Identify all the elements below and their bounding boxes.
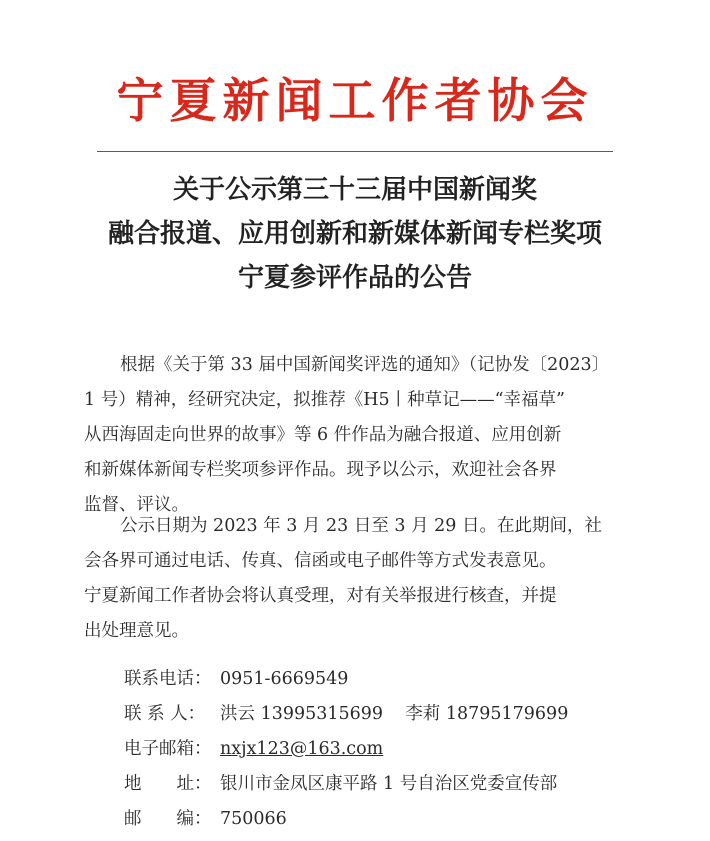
contact-address-label: 地 址：: [124, 774, 212, 794]
contact-email-label: 电子邮箱：: [124, 739, 212, 759]
paragraph-2-line: 公示日期为 2023 年 3 月 23 日至 3 月 29 日。在此期间，社: [120, 516, 602, 536]
paragraph-2-line: 会各界可通过电话、传真、信函或电子邮件等方式发表意见。: [84, 551, 557, 571]
paragraph-2-line: 宁夏新闻工作者协会将认真受理，对有关举报进行核查，并提: [84, 586, 557, 606]
contact-postcode-row: [124, 802, 568, 837]
contact-block: [124, 662, 568, 837]
paragraph-1-line: 根据《关于第 33 届中国新闻奖评选的通知》（记协发〔2023〕: [120, 355, 610, 375]
contact-person-value: 洪云 13995315699 李莉 18795179699: [220, 704, 569, 724]
paragraph-2-line: 出处理意见。: [84, 621, 189, 641]
contact-address-value: 银川市金凤区康平路 1 号自治区党委宣传部: [220, 774, 558, 794]
contact-phone-label: 联系电话：: [124, 669, 212, 689]
title-line-3: 宁夏参评作品的公告: [237, 263, 472, 293]
contact-postcode-label: 邮 编：: [124, 809, 212, 829]
paragraph-2: [84, 509, 612, 649]
masthead-divider: [97, 151, 613, 152]
paragraph-1-line: 1 号）精神，经研究决定，拟推荐《H5丨种草记——“幸福草”: [84, 390, 565, 410]
title-line-1: 关于公示第三十三届中国新闻奖: [172, 175, 537, 205]
contact-address-row: [124, 767, 568, 802]
contact-person-row: [124, 697, 568, 732]
contact-postcode-value: 750066: [220, 809, 287, 829]
contact-phone-value: 0951-6669549: [220, 669, 349, 689]
contact-email-link[interactable]: nxjx123@163.com: [220, 739, 384, 759]
org-masthead: 宁夏新闻工作者协会: [116, 74, 594, 129]
title-line-2: 融合报道、应用创新和新媒体新闻专栏奖项: [107, 219, 602, 249]
contact-person-label: 联 系 人：: [124, 704, 206, 724]
paragraph-1-line: 和新媒体新闻专栏奖项参评作品。现予以公示，欢迎社会各界: [84, 460, 557, 480]
paragraph-1-line: 监督、评议。: [84, 495, 189, 515]
contact-phone-row: [124, 662, 568, 697]
paragraph-1: [84, 348, 612, 523]
paragraph-1-line: 从西海固走向世界的故事》等 6 件作品为融合报道、应用创新: [84, 425, 562, 445]
contact-email-row: [124, 732, 568, 767]
